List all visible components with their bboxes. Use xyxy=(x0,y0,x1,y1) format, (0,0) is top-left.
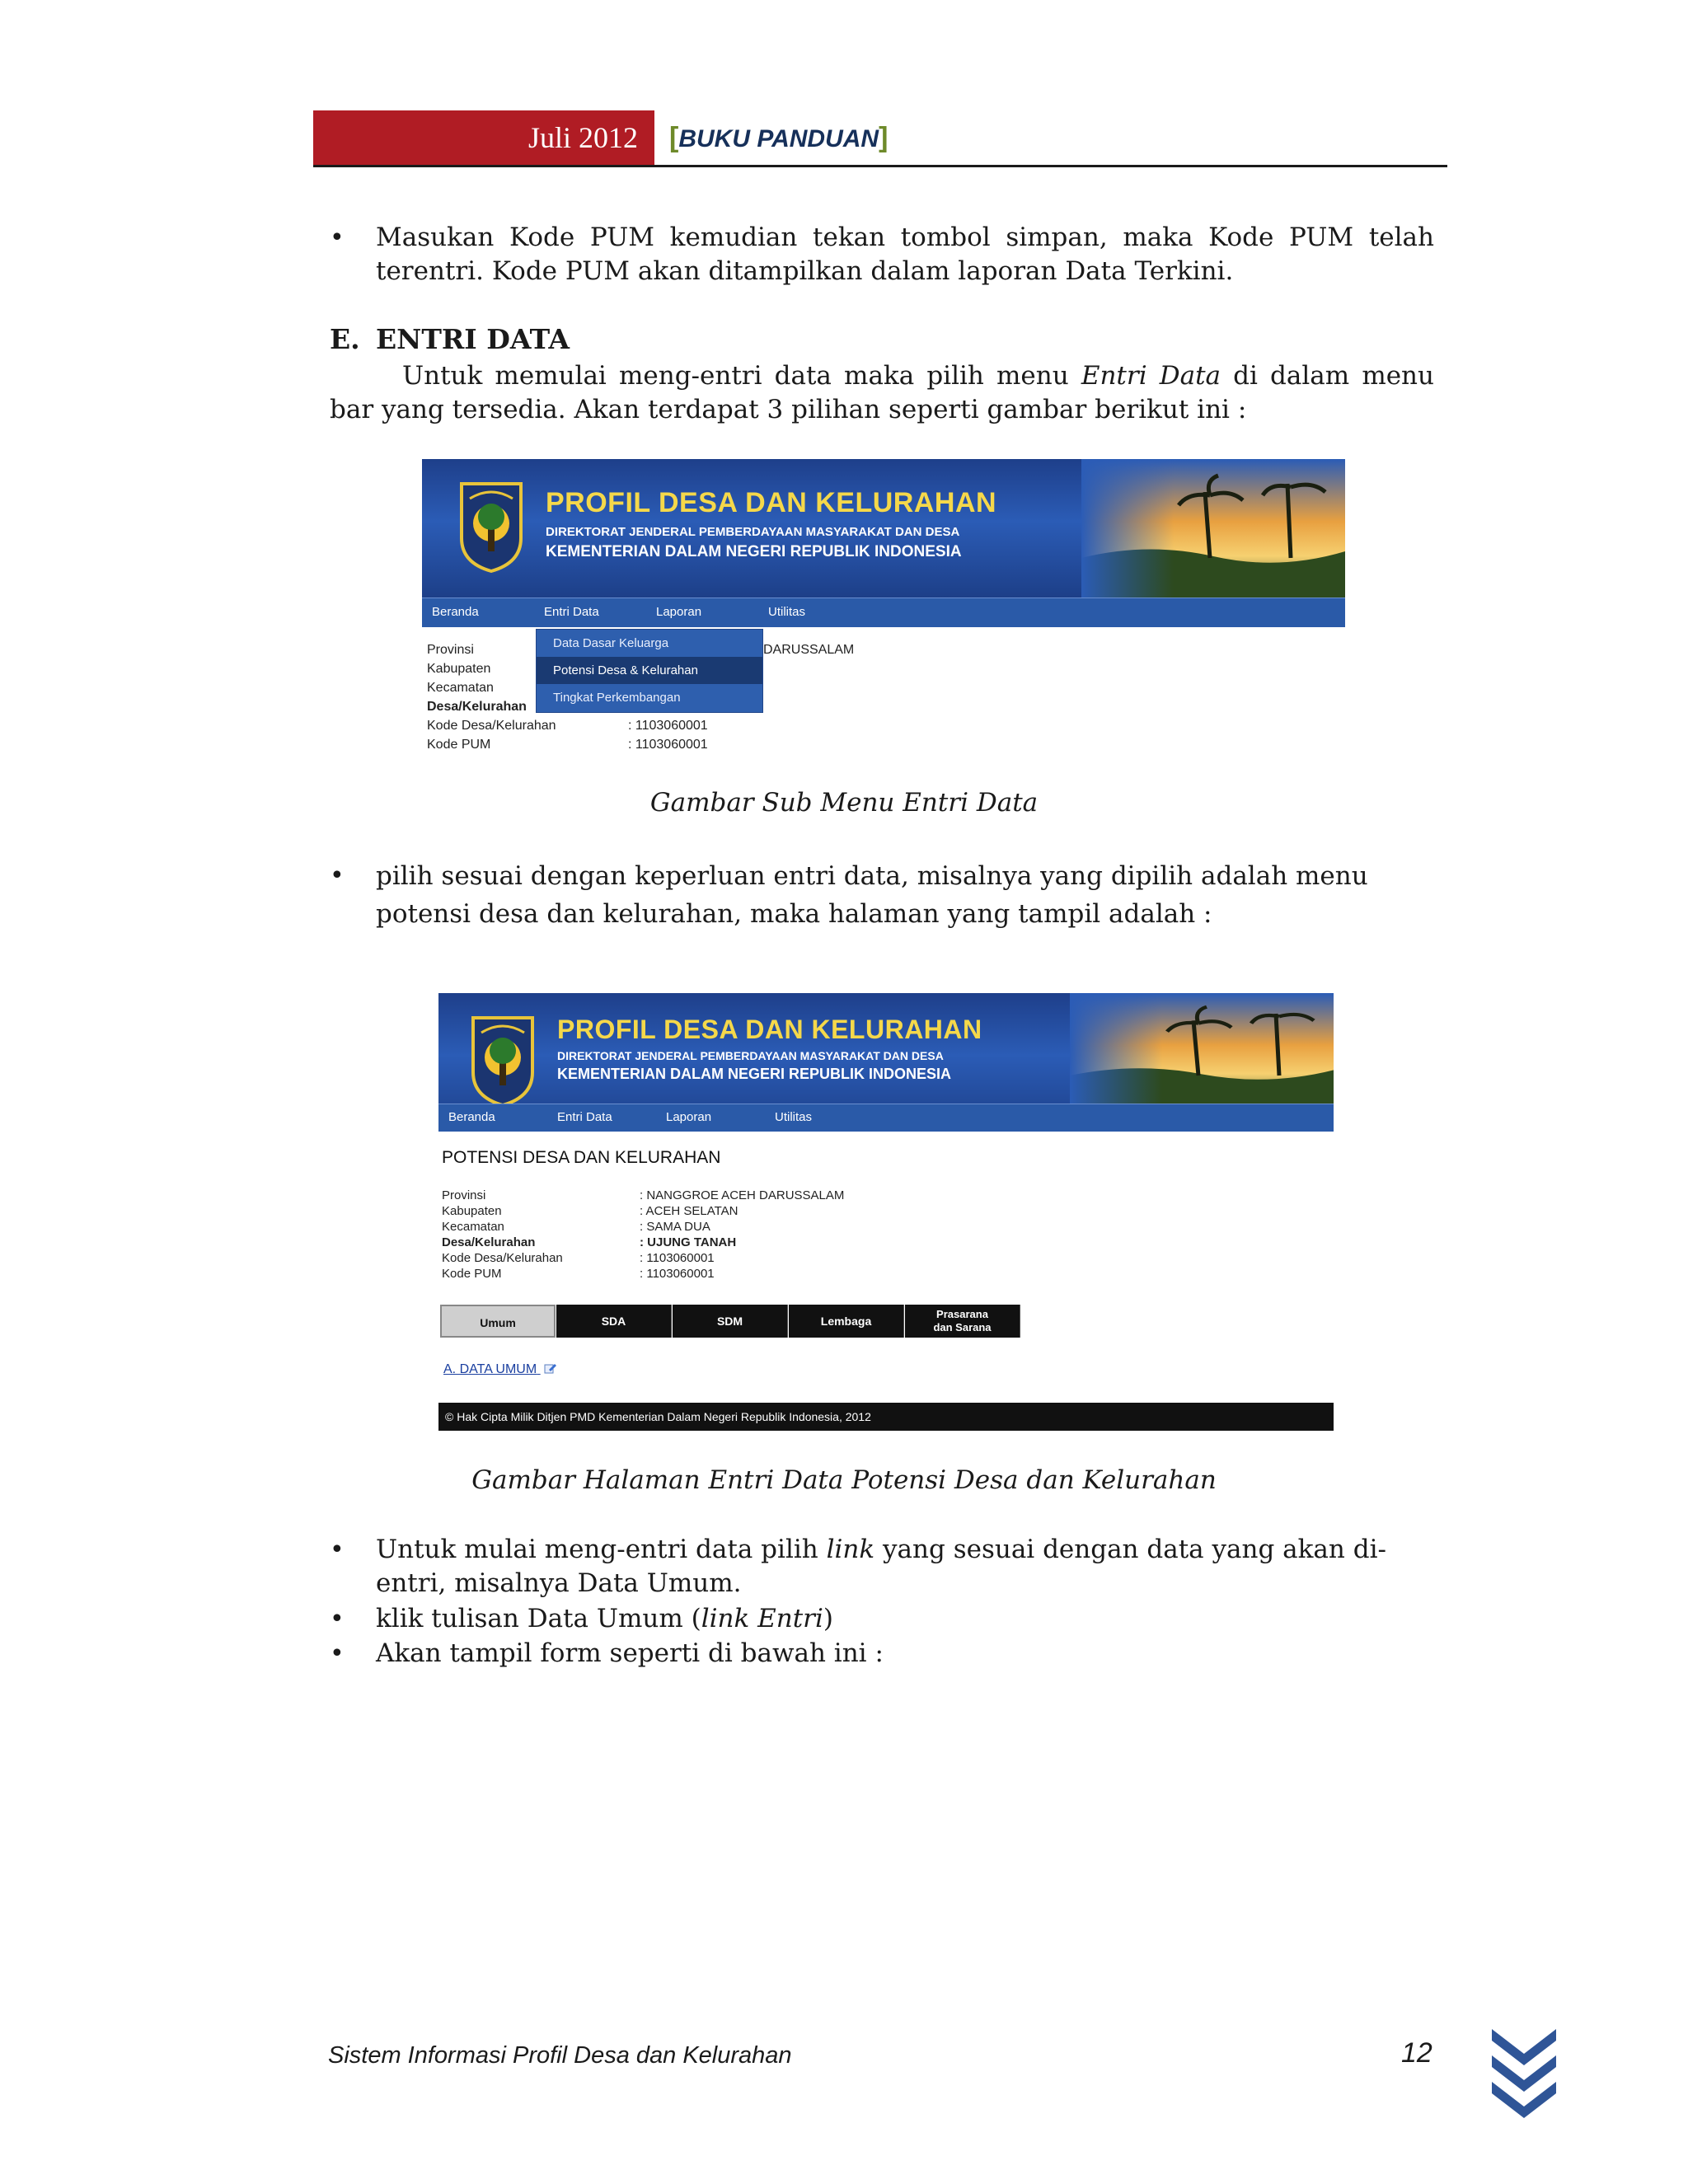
page-heading: POTENSI DESA DAN KELURAHAN xyxy=(442,1148,721,1167)
value-provinsi-partial: DARUSSALAM xyxy=(763,643,855,657)
bullet-item xyxy=(330,857,1434,933)
dropdown-data-dasar-keluarga[interactable]: Data Dasar Keluarga xyxy=(553,636,669,650)
bullet-text: Akan tampil form seperti di bawah ini : xyxy=(376,1638,884,1668)
tab-prasarana-line2: dan Sarana xyxy=(933,1321,992,1333)
screenshot-potensi-page xyxy=(419,993,1342,1460)
bullet-dot: • xyxy=(330,1535,345,1564)
banner-subtitle-2: KEMENTERIAN DALAM NEGERI REPUBLIK INDONESIA xyxy=(546,543,962,560)
value-kode-pum: : 1103060001 xyxy=(640,1267,715,1281)
data-umum-link-text[interactable]: A. DATA UMUM xyxy=(443,1362,537,1376)
header-date: Juli 2012 xyxy=(313,110,654,165)
label-desa: Desa/Kelurahan xyxy=(427,700,527,714)
label-kode-desa: Kode Desa/Kelurahan xyxy=(442,1251,563,1265)
bullet-dot: • xyxy=(330,1639,345,1668)
bullet-dot: • xyxy=(330,223,345,252)
app-footer: © Hak Cipta Milik Ditjen PMD Kementerian Dalam Negeri Republik Indonesia, 2012 xyxy=(438,1403,1334,1431)
bullet-text: pilih sesuai dengan keperluan entri data, misalnya yang dipilih adalah menu potensi desa dan kelurahan, maka halaman yang tampil adalah : xyxy=(376,861,1368,929)
dropdown-potensi-desa[interactable]: Potensi Desa & Kelurahan xyxy=(537,657,762,684)
header-rule xyxy=(313,165,1447,167)
chevron-down-icon xyxy=(1489,2026,1559,2121)
menu-entri-data[interactable]: Entri Data xyxy=(544,605,599,619)
label-kabupaten: Kabupaten xyxy=(442,1204,502,1218)
page-number: 12 xyxy=(1401,2037,1432,2069)
label-kode-desa: Kode Desa/Kelurahan xyxy=(427,719,556,733)
dropdown-tingkat-perkembangan[interactable]: Tingkat Perkembangan xyxy=(553,691,681,705)
bullet-item xyxy=(330,1637,1434,1671)
value-kode-desa: : 1103060001 xyxy=(628,719,708,733)
header-title: BUKU PANDUAN xyxy=(678,125,879,152)
tab-lembaga[interactable]: Lembaga xyxy=(789,1305,904,1338)
label-provinsi: Provinsi xyxy=(442,1188,486,1202)
banner-subtitle-1: DIREKTORAT JENDERAL PEMBERDAYAAN MASYARAKAT DAN DESA xyxy=(557,1049,944,1062)
entri-data-dropdown xyxy=(536,629,763,713)
banner-title: PROFIL DESA DAN KELURAHAN xyxy=(546,487,997,518)
section-letter: E. xyxy=(330,323,360,355)
menu-beranda[interactable]: Beranda xyxy=(432,605,479,619)
b1-text-a: Untuk mulai meng-entri data pilih xyxy=(376,1535,827,1564)
header-title-block xyxy=(669,110,888,165)
edit-icon[interactable] xyxy=(544,1362,557,1374)
bullet-dot: • xyxy=(330,1605,345,1633)
b2-text-b: ) xyxy=(823,1604,834,1633)
menu-beranda[interactable]: Beranda xyxy=(448,1110,495,1124)
menu-laporan[interactable]: Laporan xyxy=(656,605,702,619)
para-emphasis: Entri Data xyxy=(1081,361,1221,391)
bullet-text xyxy=(376,1602,1434,1636)
footer-text: Sistem Informasi Profil Desa dan Kelurahan xyxy=(328,2042,792,2069)
bullet-item xyxy=(330,1533,1434,1601)
label-kabupaten: Kabupaten xyxy=(427,662,491,676)
section-heading xyxy=(330,323,570,355)
menu-utilitas[interactable]: Utilitas xyxy=(768,605,806,619)
b2-text-a: klik tulisan Data Umum ( xyxy=(376,1604,701,1633)
bullet-text xyxy=(376,1533,1434,1601)
menu-laporan[interactable]: Laporan xyxy=(666,1110,712,1124)
header-bracket-open: [ xyxy=(669,122,679,153)
tab-sda[interactable]: SDA xyxy=(556,1305,672,1338)
bullet-text: Masukan Kode PUM kemudian tekan tombol simpan, maka Kode PUM telah terentri. Kode PUM akan ditampilkan dalam laporan Data Terkini. xyxy=(376,223,1434,286)
emblem-logo-icon xyxy=(458,480,524,573)
caption-1: Gambar Sub Menu Entri Data xyxy=(649,788,1039,818)
tab-sdm[interactable]: SDM xyxy=(673,1305,788,1338)
b2-emphasis: link Entri xyxy=(701,1604,823,1633)
value-kecamatan: : SAMA DUA xyxy=(640,1220,710,1234)
screenshot-submenu xyxy=(422,459,1345,789)
label-kode-pum: Kode PUM xyxy=(427,738,491,752)
app-banner xyxy=(422,459,1345,598)
label-kode-pum: Kode PUM xyxy=(442,1267,502,1281)
menu-entri-data[interactable]: Entri Data xyxy=(557,1110,612,1124)
data-umum-link[interactable] xyxy=(443,1362,557,1377)
value-kode-desa: : 1103060001 xyxy=(640,1251,715,1265)
label-desa: Desa/Kelurahan xyxy=(442,1235,536,1249)
banner-title: PROFIL DESA DAN KELURAHAN xyxy=(557,1015,982,1044)
label-kecamatan: Kecamatan xyxy=(427,681,494,695)
section-paragraph xyxy=(330,359,1434,427)
sunset-photo-icon xyxy=(1081,459,1345,598)
menu-utilitas[interactable]: Utilitas xyxy=(775,1110,813,1124)
section-title: ENTRI DATA xyxy=(376,323,570,355)
value-desa: : UJUNG TANAH xyxy=(640,1235,737,1249)
banner-subtitle-1: DIREKTORAT JENDERAL PEMBERDAYAAN MASYARAKAT DAN DESA xyxy=(546,525,960,539)
value-kode-pum: : 1103060001 xyxy=(628,738,708,752)
caption-2: Gambar Halaman Entri Data Potensi Desa dan Kelurahan xyxy=(471,1465,1217,1495)
para-text-a: Untuk memulai meng-entri data maka pilih menu xyxy=(402,361,1081,391)
value-kabupaten: : ACEH SELATAN xyxy=(640,1204,738,1218)
b1-text-b: yang sesuai dengan data yang akan di-entri, misalnya Data Umum. xyxy=(376,1535,1386,1598)
b1-emphasis: link xyxy=(826,1535,875,1564)
banner-subtitle-2: KEMENTERIAN DALAM NEGERI REPUBLIK INDONESIA xyxy=(557,1066,952,1082)
bullet-item xyxy=(330,221,1434,288)
emblem-logo-icon xyxy=(470,1015,536,1107)
tab-umum[interactable]: Umum xyxy=(440,1305,556,1338)
label-kecamatan: Kecamatan xyxy=(442,1220,504,1234)
label-provinsi: Provinsi xyxy=(427,643,474,657)
app-menubar xyxy=(422,598,1345,627)
sunset-photo-icon xyxy=(1070,993,1334,1108)
tab-prasarana-line1: Prasarana xyxy=(936,1308,988,1320)
bullet-item xyxy=(330,1602,1434,1636)
tab-prasarana[interactable] xyxy=(905,1305,1020,1338)
para-text-b: di dalam menu bar yang tersedia. Akan terdapat 3 pilihan seperti gambar berikut ini : xyxy=(330,361,1434,424)
value-provinsi: : NANGGROE ACEH DARUSSALAM xyxy=(640,1188,845,1202)
bullet-dot: • xyxy=(330,861,345,890)
header-bracket-close: ] xyxy=(879,122,889,153)
app-menubar xyxy=(438,1104,1334,1132)
